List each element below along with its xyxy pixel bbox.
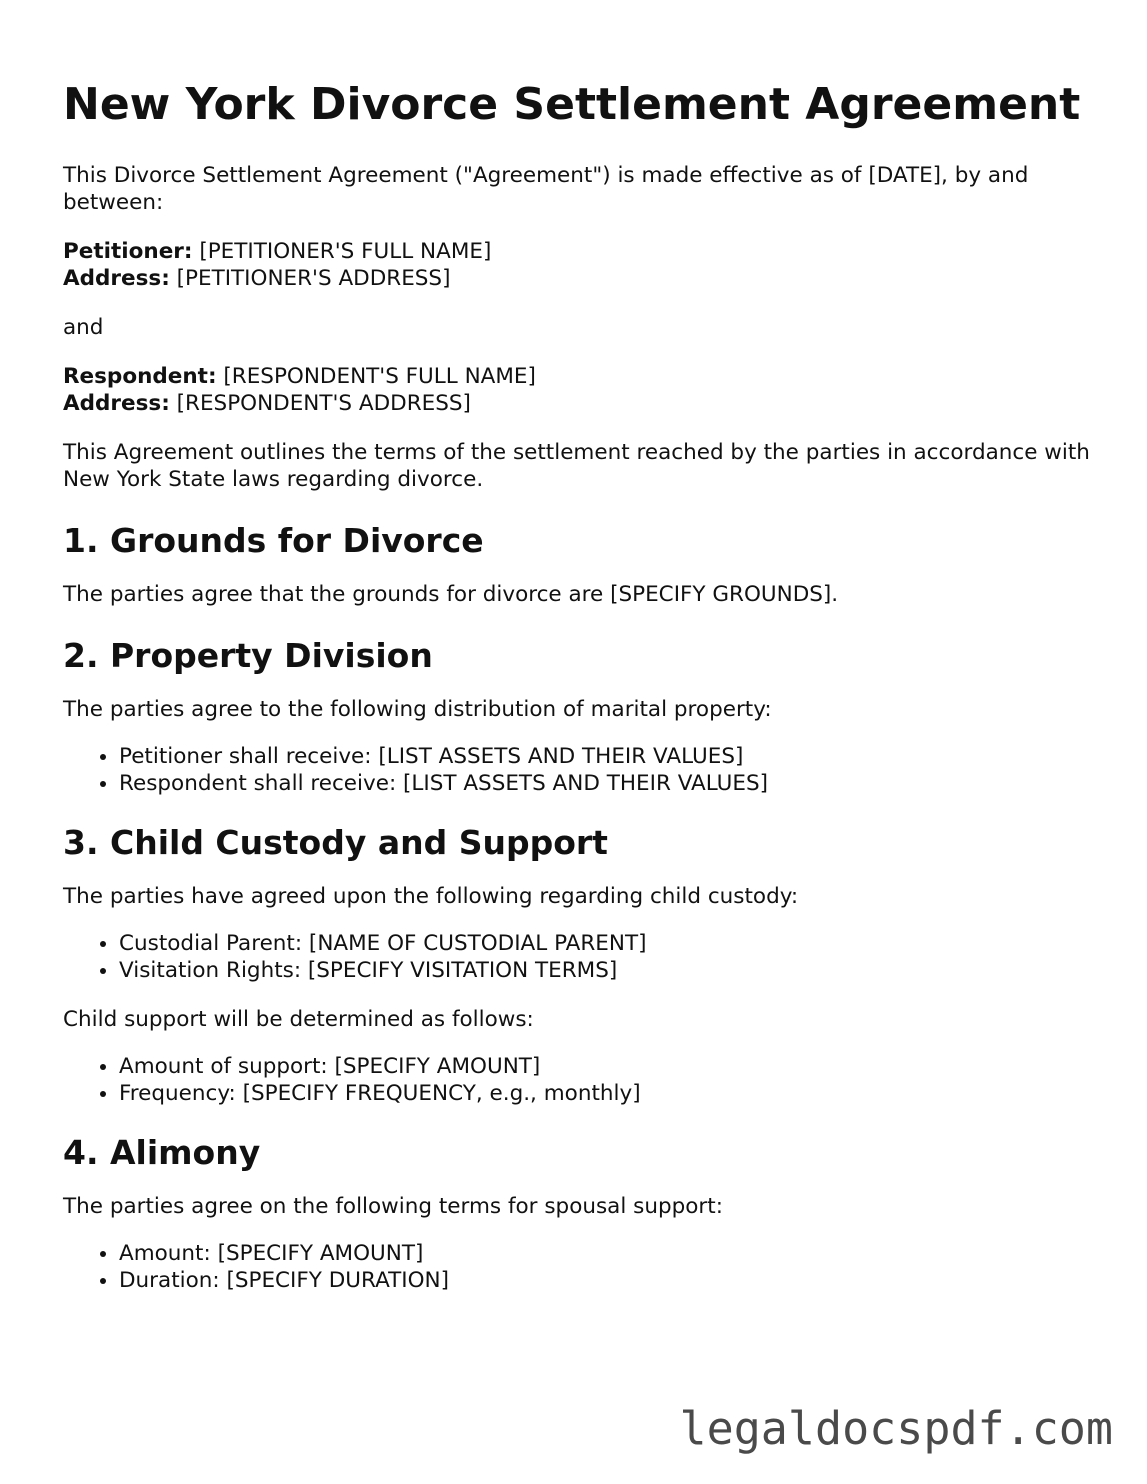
document-title: New York Divorce Settlement Agreement (63, 79, 1081, 130)
custody-list (63, 930, 1093, 984)
petitioner-address-label: Address: (63, 266, 170, 291)
list-item: • Petitioner shall receive: [LIST ASSETS AND THEIR VALUES] (119, 743, 1093, 770)
section-heading-property: 2. Property Division (63, 636, 433, 675)
list-item: • Respondent shall receive: [LIST ASSETS AND THEIR VALUES] (119, 770, 1093, 797)
respondent-block (63, 363, 1093, 417)
section-text-custody: The parties have agreed upon the following regarding child custody: (63, 884, 799, 909)
list-item: • Frequency: [SPECIFY FREQUENCY, e.g., monthly] (119, 1080, 1093, 1107)
section-text-child-support: Child support will be determined as follows: (63, 1007, 534, 1032)
section-text-property: The parties agree to the following distribution of marital property: (63, 697, 772, 722)
document-page (63, 78, 1093, 1316)
alimony-list (63, 1240, 1093, 1294)
section-text-alimony: The parties agree on the following terms for spousal support: (63, 1194, 723, 1219)
list-item: • Duration: [SPECIFY DURATION] (119, 1267, 1093, 1294)
section-heading-grounds: 1. Grounds for Divorce (63, 521, 484, 560)
and-text: and (63, 315, 104, 340)
petitioner-name-value: [PETITIONER'S FULL NAME] (192, 239, 492, 264)
intro-paragraph: This Divorce Settlement Agreement ("Agreement") is made effective as of [DATE], by and between: (63, 163, 1029, 215)
outline-paragraph: This Agreement outlines the terms of the settlement reached by the parties in accordance with New York State laws regarding divorce. (63, 440, 1090, 492)
section-heading-custody: 3. Child Custody and Support (63, 823, 608, 862)
respondent-address-label: Address: (63, 391, 170, 416)
list-item: • Custodial Parent: [NAME OF CUSTODIAL PARENT] (119, 930, 1093, 957)
list-item: • Visitation Rights: [SPECIFY VISITATION TERMS] (119, 957, 1093, 984)
respondent-address-value: [RESPONDENT'S ADDRESS] (169, 391, 471, 416)
petitioner-address-value: [PETITIONER'S ADDRESS] (169, 266, 451, 291)
child-support-list (63, 1053, 1093, 1107)
section-text-grounds: The parties agree that the grounds for divorce are [SPECIFY GROUNDS]. (63, 582, 839, 607)
property-list (63, 743, 1093, 797)
watermark-text: legaldocspdf.com (679, 1402, 1113, 1455)
list-item: • Amount of support: [SPECIFY AMOUNT] (119, 1053, 1093, 1080)
petitioner-name-label: Petitioner: (63, 239, 193, 264)
respondent-name-value: [RESPONDENT'S FULL NAME] (216, 364, 536, 389)
section-heading-alimony: 4. Alimony (63, 1133, 261, 1172)
respondent-name-label: Respondent: (63, 364, 217, 389)
list-item: • Amount: [SPECIFY AMOUNT] (119, 1240, 1093, 1267)
petitioner-block (63, 238, 1093, 292)
